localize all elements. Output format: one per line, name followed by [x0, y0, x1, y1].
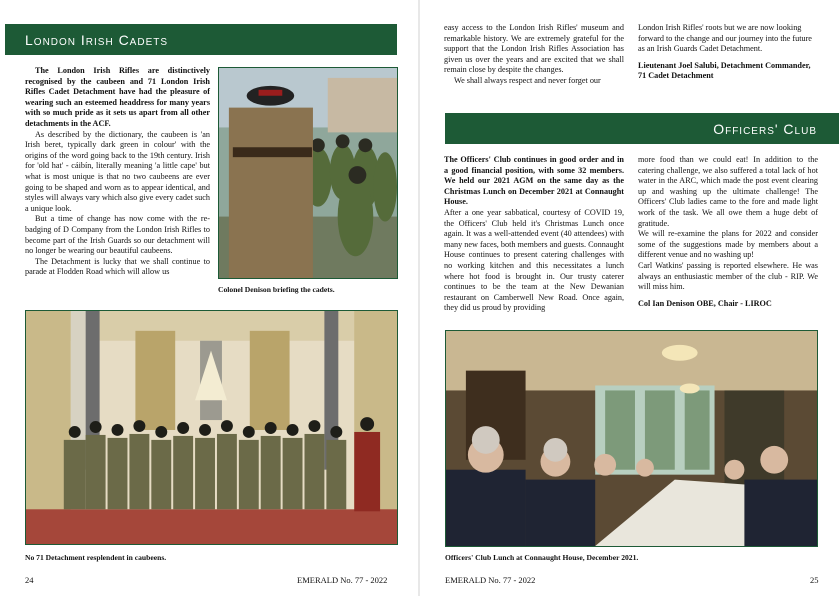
intro-paragraph: The London Irish Rifles are distinctively recognised by the caubeen and 71 London Irish Rifles Cadet Detachment have had the pleasure of wearing such an esteemed headdress for many years with so much pride as it sets us apart from all other detachments in the ACF. [25, 66, 210, 128]
photo-caption: Officers' Club Lunch at Connaught House, December 2021. [445, 553, 639, 562]
paragraph: We shall always respect and never forget our [454, 75, 601, 85]
heading-text: Officers' Club [713, 120, 817, 137]
left-page [0, 0, 419, 596]
photo-colonel-briefing-image [219, 68, 397, 278]
author-signature: Lieutenant Joel Salubi, Detachment Commander, 71 Cadet Detachment [638, 60, 811, 81]
paragraph: But a time of change has now come with the re-badging of D Company from the London Irish Rifles to become part of the Irish Guards so our detachment will no longer be wearing our beautiful caubeens. [25, 214, 210, 256]
paragraph: London Irish Rifles' roots but we are now looking forward to the change and our journey into the future as an Irish Guards Cadet Detachment. [638, 23, 812, 54]
footer-title: EMERALD No. 77 - 2022 [445, 575, 536, 585]
photo-detachment-group-image [26, 311, 397, 544]
photo-caption: Colonel Denison briefing the cadets. [218, 285, 335, 294]
right-page [420, 0, 839, 596]
photo-colonel-briefing [218, 67, 398, 279]
photo-detachment-group [25, 310, 398, 545]
photo-officers-lunch [445, 330, 818, 547]
article-column [444, 155, 624, 314]
page-number: 24 [25, 575, 34, 585]
photo-officers-lunch-image [446, 331, 817, 546]
article-column [638, 155, 818, 309]
article-column [25, 66, 210, 278]
page-number: 25 [810, 575, 819, 585]
photo-caption: No 71 Detachment resplendent in caubeens. [25, 553, 167, 562]
paragraph: As described by the dictionary, the caubeen is 'an Irish beret, typically dark green in colour' with the origins of the word going back to the 19th century. Irish for 'old hat' - cáibín, literally meaning 'a little cape' but what is most unique is that no two caubeens are ever going to be shaped and worn as to appear identical, and styles will always vary which also give every cadet such a unique look. [25, 129, 210, 213]
article-column [444, 23, 624, 87]
heading-text: London Irish Cadets [25, 31, 169, 48]
paragraph: The Detachment is lucky that we shall continue to parade at Flodden Road which will allow us [25, 256, 210, 277]
section-heading-london-irish-cadets [5, 24, 397, 55]
footer-title: EMERALD No. 77 - 2022 [297, 575, 388, 585]
paragraph: more food than we could eat! In addition to the catering challenge, we also suffered a total lack of hot water in the ARC, which made the post event clearing up and washing up the ultimate challenge! The Officers' Club ladies came to the fore and made light work of the task. We all owe them a huge debt of gratitude. [638, 155, 818, 228]
author-signature: Col Ian Denison OBE, Chair - LIROC [638, 298, 772, 308]
intro-paragraph: The Officers' Club continues in good order and in a good financial position, with some 32 members. We held our 2021 AGM on the same day as the Christmas Lunch on December 2021 at Connaught House. [444, 155, 624, 207]
paragraph: We will re-examine the plans for 2022 and consider some of the suggestions made by members about a different venue and no washing up! [638, 229, 818, 260]
section-heading-officers-club [445, 113, 839, 144]
paragraph: Carl Watkins' passing is reported elsewhere. He was always an enthusiastic member of the club - RIP. We will miss him. [638, 260, 818, 292]
article-column [638, 23, 818, 82]
paragraph: easy access to the London Irish Rifles' museum and remarkable history. We are extremely grateful for the support that the London Irish Rifles Association has given us over the years and are excited that we shall remain close by despite the changes. [444, 23, 624, 75]
paragraph: After a one year sabbatical, courtesy of COVID 19, the Officers' Club held it's Christmas Lunch once again. It was a well-attended event (40 attendees) with many new faces, both members and guests. Connaught House continues to present catering challenges with no working kitchen and this necessitates a lunch where hot food is brought in. Our trusty caterer continues to be the team at the New Dewanian restaurant on Camberwell New Road. Once again, they did us proud by providing [444, 207, 624, 313]
